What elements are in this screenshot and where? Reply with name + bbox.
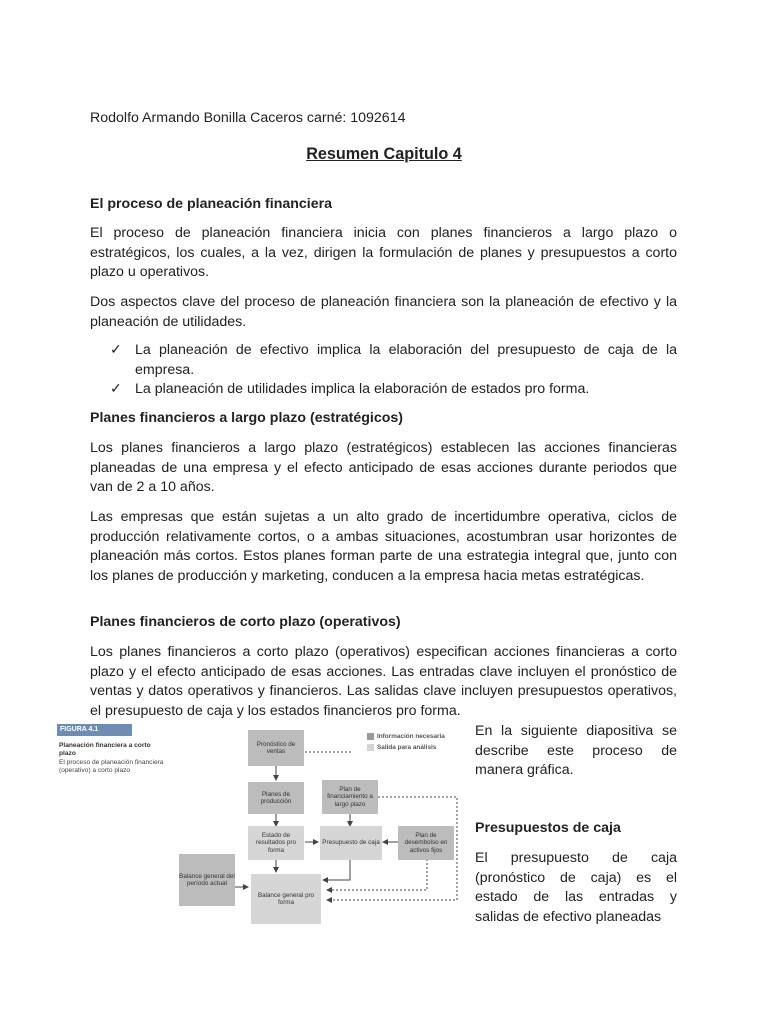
paragraph-caja-1: El presupuesto de caja (pronóstico de caja) es el estado de las entradas y salidas de efectivo planeadas: [475, 850, 677, 925]
box-desembolso: Plan de desembolso en activos fijos: [398, 826, 454, 860]
legend-item-input: Información necesaria: [367, 732, 445, 743]
author-line: Rodolfo Armando Bonilla Caceros carné: 1092614: [90, 110, 406, 126]
checkmark-icon: ✓: [110, 342, 122, 358]
paragraph-proceso-2: Dos aspectos clave del proceso de planeación financiera son la planeación de efectivo y la planeación de utilidades.: [90, 294, 677, 330]
box-pronostico: Pronóstico de ventas: [248, 730, 304, 766]
bullet-list: [110, 341, 677, 400]
figure-label: FIGURA 4.1: [57, 724, 132, 736]
section-heading-caja: Presupuestos de caja: [475, 820, 621, 836]
paragraph-corto-1: Los planes financieros a corto plazo (operativos) especifican acciones financieras a corto plazo y el efecto anticipado de esas acciones. Las entradas clave incluyen el pronóstico de ventas y datos operativos y financieros. Las salidas clave incluyen presupuestos operativos, el presupuesto de caja y los estados financieros pro forma.: [90, 644, 677, 719]
section-heading-largo: Planes financieros a largo plazo (estratégicos): [90, 410, 404, 426]
section-heading-proceso: El proceso de planeación financiera: [90, 196, 333, 212]
legend-item-output: Salida para análisis: [367, 743, 445, 754]
box-presupuesto: Presupuesto de caja: [320, 826, 382, 860]
list-item: [110, 380, 677, 400]
box-balance-actual: Balance general del período actual: [179, 854, 235, 906]
figure-caption-text: El proceso de planeación financiera (operativo) a corto plazo: [59, 758, 164, 775]
bullet-text: La planeación de utilidades implica la elaboración de estados pro forma.: [135, 381, 590, 398]
box-financiamiento: Plan de financiamiento a largo plazo: [322, 780, 378, 814]
box-produccion: Planes de producción: [248, 782, 304, 814]
dashed-desembolso-balance: [327, 859, 427, 890]
list-item: [110, 341, 677, 380]
figure-caption-bold: Planeación financiera a corto plazo: [59, 742, 151, 758]
box-balance-pro: Balance general pro forma: [251, 874, 321, 924]
box-resultados: Estado de resultados pro forma: [248, 826, 304, 860]
section-heading-corto: Planes financieros de corto plazo (operativos): [90, 614, 401, 630]
page-title: Resumen Capitulo 4: [306, 145, 462, 163]
paragraph-corto-side: En la siguiente diapositiva se describe este proceso de manera gráfica.: [475, 723, 677, 779]
checkmark-icon: ✓: [110, 381, 122, 398]
arrow-presupuesto-balance: [323, 859, 350, 880]
paragraph-proceso-1: El proceso de planeación financiera inicia con planes financieros a largo plazo o estratégicos, los cuales, a la vez, dirigen la formulación de planes y presupuestos a corto plazo u operativos.: [90, 225, 677, 281]
figure-4-1: [55, 722, 465, 927]
paragraph-largo-2: Las empresas que están sujetas a un alto grado de incertidumbre operativa, ciclos de producción relativamente cortos, o a ambas situaciones, acostumbran usar horizontes de planeación más cortos. Estos planes forman parte de una estrategia integral que, junto con los planes de producción y marketing, conducen a la empresa hacia metas estratégicas.: [90, 509, 677, 584]
bullet-text: La planeación de efectivo implica la elaboración del presupuesto de caja de la empresa.: [135, 342, 677, 378]
paragraph-largo-1: Los planes financieros a largo plazo (estratégicos) establecen las acciones financieras planeadas de una empresa y el efecto anticipado de esas acciones durante periodos que van de 2 a 10 años.: [90, 440, 677, 496]
